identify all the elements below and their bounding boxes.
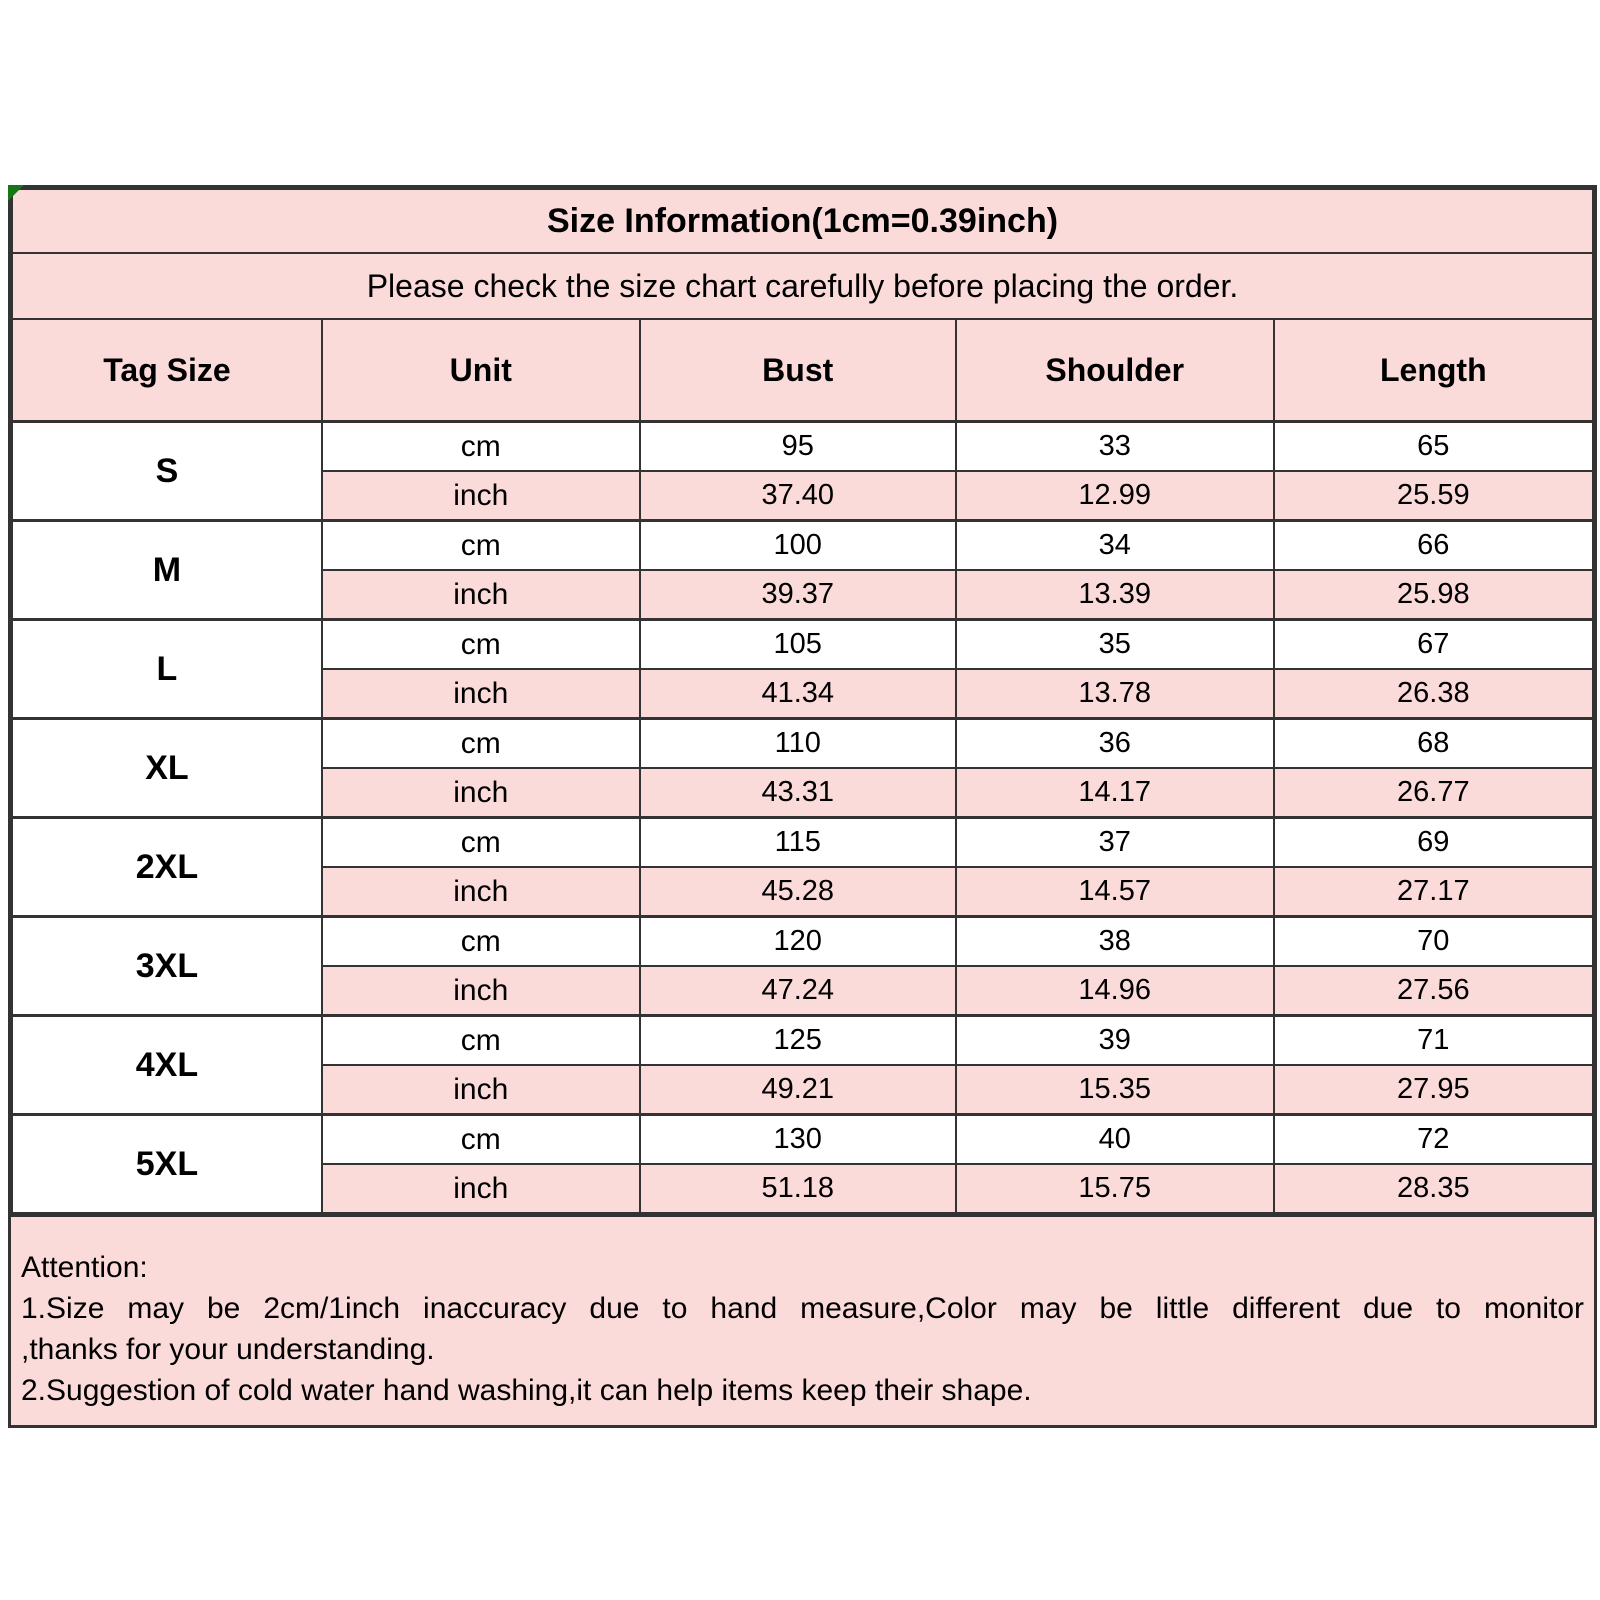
XL-cm-bust: 110 — [640, 719, 956, 769]
unit-label-cm-2XL: cm — [322, 818, 640, 868]
unit-label-cm-5XL: cm — [322, 1115, 640, 1165]
attention-line-2: 1.Size may be 2cm/1inch inaccuracy due to hand measure,Color may be little different due to monitor — [21, 1292, 1584, 1325]
column-header-row — [12, 319, 1593, 422]
XL-cm-length: 68 — [1274, 719, 1593, 769]
attention-line-4: 2.Suggestion of cold water hand washing,it can help items keep their shape. — [21, 1374, 1032, 1407]
S-cm-length: 65 — [1274, 422, 1593, 472]
attention-line-3: ,thanks for your understanding. — [21, 1333, 435, 1366]
unit-label-cm-3XL: cm — [322, 917, 640, 967]
4XL-cm-shoulder: 39 — [956, 1016, 1274, 1066]
L-cm-length: 67 — [1274, 620, 1593, 670]
S-cm-bust: 95 — [640, 422, 956, 472]
3XL-inch-length: 27.56 — [1274, 966, 1593, 1016]
subtitle-row — [12, 253, 1593, 319]
attention-note — [11, 1214, 1594, 1425]
size-table — [11, 188, 1594, 1214]
L-inch-shoulder: 13.78 — [956, 669, 1274, 719]
2XL-cm-shoulder: 37 — [956, 818, 1274, 868]
M-cm-bust: 100 — [640, 521, 956, 571]
column-header-shoulder: Shoulder — [956, 319, 1274, 422]
unit-label-inch-XL: inch — [322, 768, 640, 818]
XL-inch-length: 26.77 — [1274, 768, 1593, 818]
2XL-inch-shoulder: 14.57 — [956, 867, 1274, 917]
column-header-bust: Bust — [640, 319, 956, 422]
L-cm-shoulder: 35 — [956, 620, 1274, 670]
3XL-cm-bust: 120 — [640, 917, 956, 967]
3XL-inch-bust: 47.24 — [640, 966, 956, 1016]
size-row-M-cm — [12, 521, 1593, 571]
XL-inch-shoulder: 14.17 — [956, 768, 1274, 818]
M-inch-shoulder: 13.39 — [956, 570, 1274, 620]
size-chart-subtitle: Please check the size chart carefully before placing the order. — [12, 253, 1593, 319]
5XL-cm-length: 72 — [1274, 1115, 1593, 1165]
unit-label-inch-3XL: inch — [322, 966, 640, 1016]
size-rows — [12, 422, 1593, 1214]
size-row-4XL-cm — [12, 1016, 1593, 1066]
L-inch-length: 26.38 — [1274, 669, 1593, 719]
title-row — [12, 189, 1593, 253]
2XL-cm-bust: 115 — [640, 818, 956, 868]
tag-size-3XL: 3XL — [12, 917, 322, 1016]
unit-label-inch-4XL: inch — [322, 1065, 640, 1115]
S-inch-shoulder: 12.99 — [956, 471, 1274, 521]
size-row-3XL-cm — [12, 917, 1593, 967]
4XL-cm-bust: 125 — [640, 1016, 956, 1066]
2XL-cm-length: 69 — [1274, 818, 1593, 868]
4XL-inch-bust: 49.21 — [640, 1065, 956, 1115]
unit-label-inch-M: inch — [322, 570, 640, 620]
unit-label-inch-2XL: inch — [322, 867, 640, 917]
size-row-2XL-cm — [12, 818, 1593, 868]
unit-label-cm-4XL: cm — [322, 1016, 640, 1066]
2XL-inch-length: 27.17 — [1274, 867, 1593, 917]
size-chart-table-container — [8, 185, 1597, 1428]
S-cm-shoulder: 33 — [956, 422, 1274, 472]
M-inch-bust: 39.37 — [640, 570, 956, 620]
M-cm-length: 66 — [1274, 521, 1593, 571]
M-cm-shoulder: 34 — [956, 521, 1274, 571]
XL-cm-shoulder: 36 — [956, 719, 1274, 769]
S-inch-length: 25.59 — [1274, 471, 1593, 521]
XL-inch-bust: 43.31 — [640, 768, 956, 818]
tag-size-2XL: 2XL — [12, 818, 322, 917]
5XL-inch-length: 28.35 — [1274, 1164, 1593, 1213]
unit-label-cm-M: cm — [322, 521, 640, 571]
column-header-tag-size: Tag Size — [12, 319, 322, 422]
tag-size-L: L — [12, 620, 322, 719]
unit-label-inch-5XL: inch — [322, 1164, 640, 1213]
column-header-length: Length — [1274, 319, 1593, 422]
unit-label-cm-L: cm — [322, 620, 640, 670]
attention-line-1: Attention: — [21, 1251, 148, 1284]
S-inch-bust: 37.40 — [640, 471, 956, 521]
3XL-cm-shoulder: 38 — [956, 917, 1274, 967]
size-row-S-cm — [12, 422, 1593, 472]
tag-size-4XL: 4XL — [12, 1016, 322, 1115]
size-row-XL-cm — [12, 719, 1593, 769]
3XL-cm-length: 70 — [1274, 917, 1593, 967]
tag-size-M: M — [12, 521, 322, 620]
unit-label-cm-S: cm — [322, 422, 640, 472]
5XL-inch-bust: 51.18 — [640, 1164, 956, 1213]
column-header-unit: Unit — [322, 319, 640, 422]
tag-size-S: S — [12, 422, 322, 521]
5XL-cm-shoulder: 40 — [956, 1115, 1274, 1165]
4XL-inch-length: 27.95 — [1274, 1065, 1593, 1115]
2XL-inch-bust: 45.28 — [640, 867, 956, 917]
unit-label-cm-XL: cm — [322, 719, 640, 769]
size-row-L-cm — [12, 620, 1593, 670]
unit-label-inch-S: inch — [322, 471, 640, 521]
L-inch-bust: 41.34 — [640, 669, 956, 719]
unit-label-inch-L: inch — [322, 669, 640, 719]
5XL-cm-bust: 130 — [640, 1115, 956, 1165]
4XL-inch-shoulder: 15.35 — [956, 1065, 1274, 1115]
M-inch-length: 25.98 — [1274, 570, 1593, 620]
5XL-inch-shoulder: 15.75 — [956, 1164, 1274, 1213]
size-row-5XL-cm — [12, 1115, 1593, 1165]
3XL-inch-shoulder: 14.96 — [956, 966, 1274, 1016]
L-cm-bust: 105 — [640, 620, 956, 670]
size-chart-title: Size Information(1cm=0.39inch) — [12, 189, 1593, 253]
tag-size-5XL: 5XL — [12, 1115, 322, 1214]
tag-size-XL: XL — [12, 719, 322, 818]
4XL-cm-length: 71 — [1274, 1016, 1593, 1066]
